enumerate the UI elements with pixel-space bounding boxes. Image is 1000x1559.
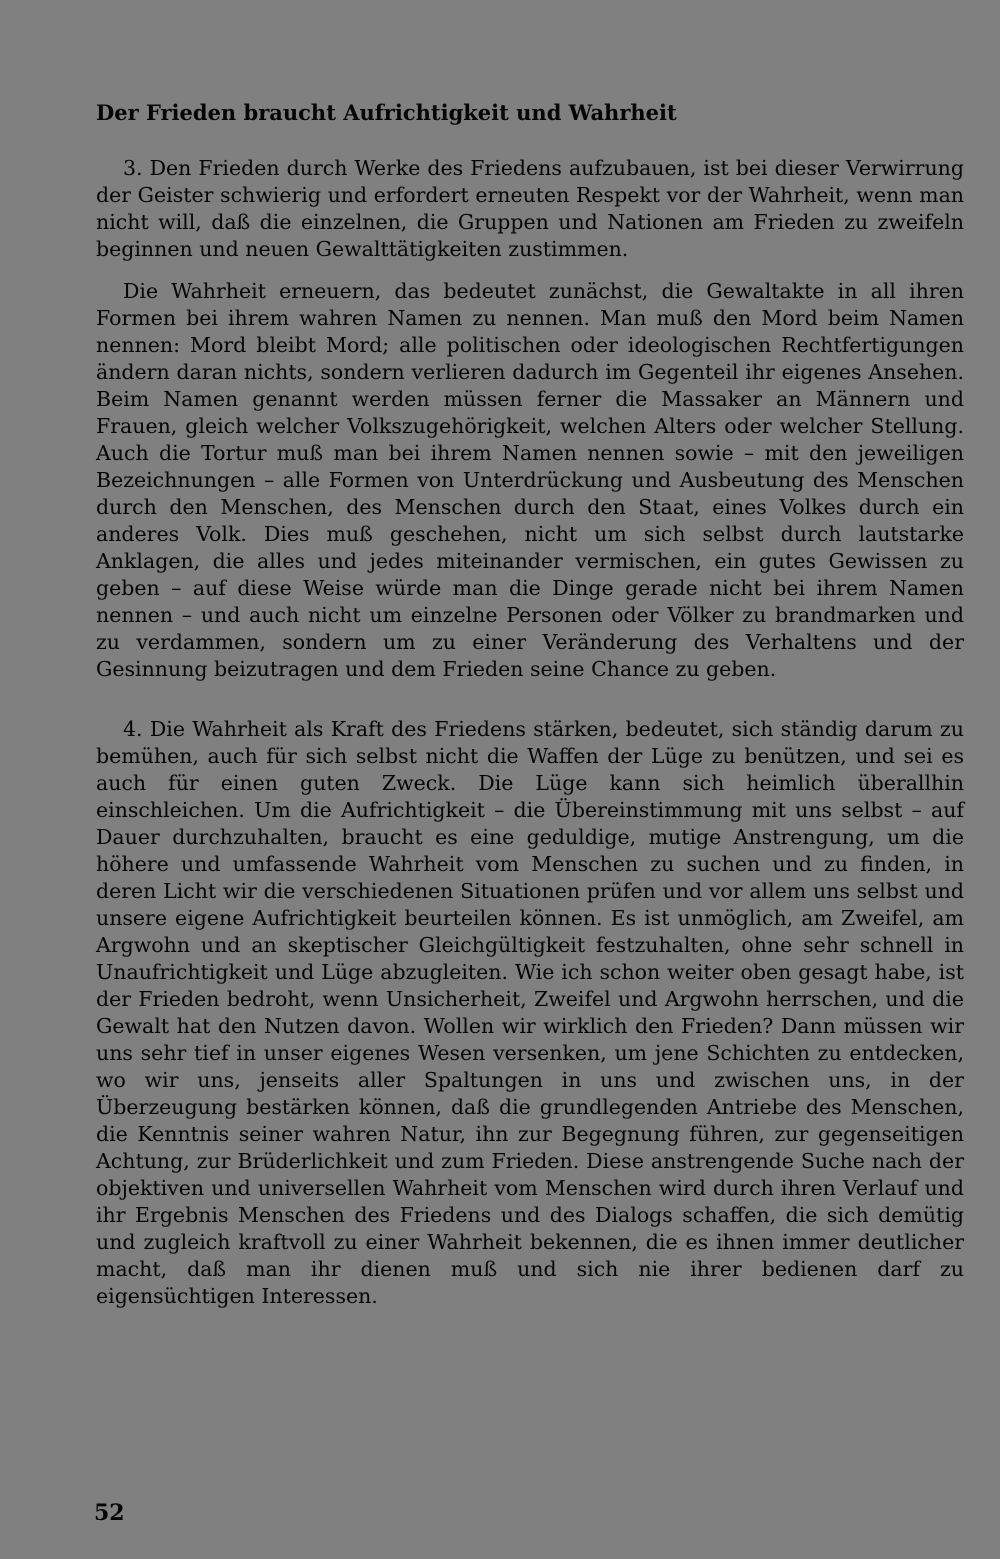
section-heading: Der Frieden braucht Aufrichtigkeit und Wahrheit	[96, 100, 677, 125]
document-content	[96, 98, 964, 1310]
page-number: 52	[94, 1500, 125, 1526]
paragraph-truth-renewal: Die Wahrheit erneuern, das bedeutet zunächst, die Gewaltakte in all ihren Formen bei ihrem wahren Namen zu nennen. Man muß den Mord beim Namen nennen: Mord bleibt Mord; alle politischen oder ideologischen Rechtfertigungen ändern daran nichts, sondern verlieren dadurch im Gegenteil ihr eigenes Ansehen. Beim Namen genannt werden müssen ferner die Massaker an Männern und Frauen, gleich welcher Volkszugehörigkeit, welchen Alters oder welcher Stellung. Auch die Tortur muß man bei ihrem Namen nennen sowie – mit den jeweiligen Bezeichnungen – alle Formen von Unterdrückung und Ausbeutung des Menschen durch den Menschen, des Menschen durch den Staat, eines Volkes durch ein anderes Volk. Dies muß geschehen, nicht um sich selbst durch lautstarke Anklagen, die alles und jedes miteinander vermischen, ein gutes Gewissen zu geben – auf diese Weise würde man die Dinge gerade nicht bei ihrem Namen nennen – und auch nicht um einzelne Personen oder Völker zu brandmarken und zu verdammen, sondern um zu einer Veränderung des Verhaltens und der Gesinnung beizutragen und dem Frieden seine Chance zu geben.	[96, 279, 964, 681]
paragraph-4: 4. Die Wahrheit als Kraft des Friedens stärken, bedeutet, sich ständig darum zu bemühen, auch für sich selbst nicht die Waffen der Lüge zu benützen, und sei es auch für einen guten Zweck. Die Lüge kann sich heimlich überallhin einschleichen. Um die Aufrichtigkeit – die Übereinstimmung mit uns selbst – auf Dauer durchzuhalten, braucht es eine geduldige, mutige Anstrengung, um die höhere und umfassende Wahrheit vom Menschen zu suchen und zu finden, in deren Licht wir die verschiedenen Situationen prüfen und vor allem uns selbst und unsere eigene Aufrichtigkeit beurteilen können. Es ist unmöglich, am Zweifel, am Argwohn und an skeptischer Gleichgültigkeit festzuhalten, ohne sehr schnell in Unaufrichtigkeit und Lüge abzugleiten. Wie ich schon weiter oben gesagt habe, ist der Frieden bedroht, wenn Unsicherheit, Zweifel und Argwohn herrschen, und die Gewalt hat den Nutzen davon. Wollen wir wirklich den Frieden? Dann müssen wir uns sehr tief in unser eigenes Wesen versenken, um jene Schichten zu entdecken, wo wir uns, jenseits aller Spaltungen in uns und zwischen uns, in der Überzeugung bestärken können, daß die grundlegenden Antriebe des Menschen, die Kenntnis seiner wahren Natur, ihn zur Begegnung führen, zur gegenseitigen Achtung, zur Brüderlichkeit und zum Frieden. Diese anstrengende Suche nach der objektiven und universellen Wahrheit vom Menschen wird durch ihren Verlauf und ihr Ergebnis Menschen des Friedens und des Dialogs schaffen, die sich demütig und zugleich kraftvoll zu einer Wahrheit bekennen, die es ihnen immer deutlicher macht, daß man ihr dienen muß und sich nie ihrer bedienen darf zu eigensüchtigen Interessen.	[96, 717, 964, 1308]
paragraph-3: 3. Den Frieden durch Werke des Friedens aufzubauen, ist bei dieser Verwirrung der Geister schwierig und erfordert erneuten Respekt vor der Wahrheit, wenn man nicht will, daß die einzelnen, die Gruppen und Nationen am Frieden zu zweifeln beginnen und neuen Gewalttätigkeiten zustimmen.	[96, 156, 964, 261]
